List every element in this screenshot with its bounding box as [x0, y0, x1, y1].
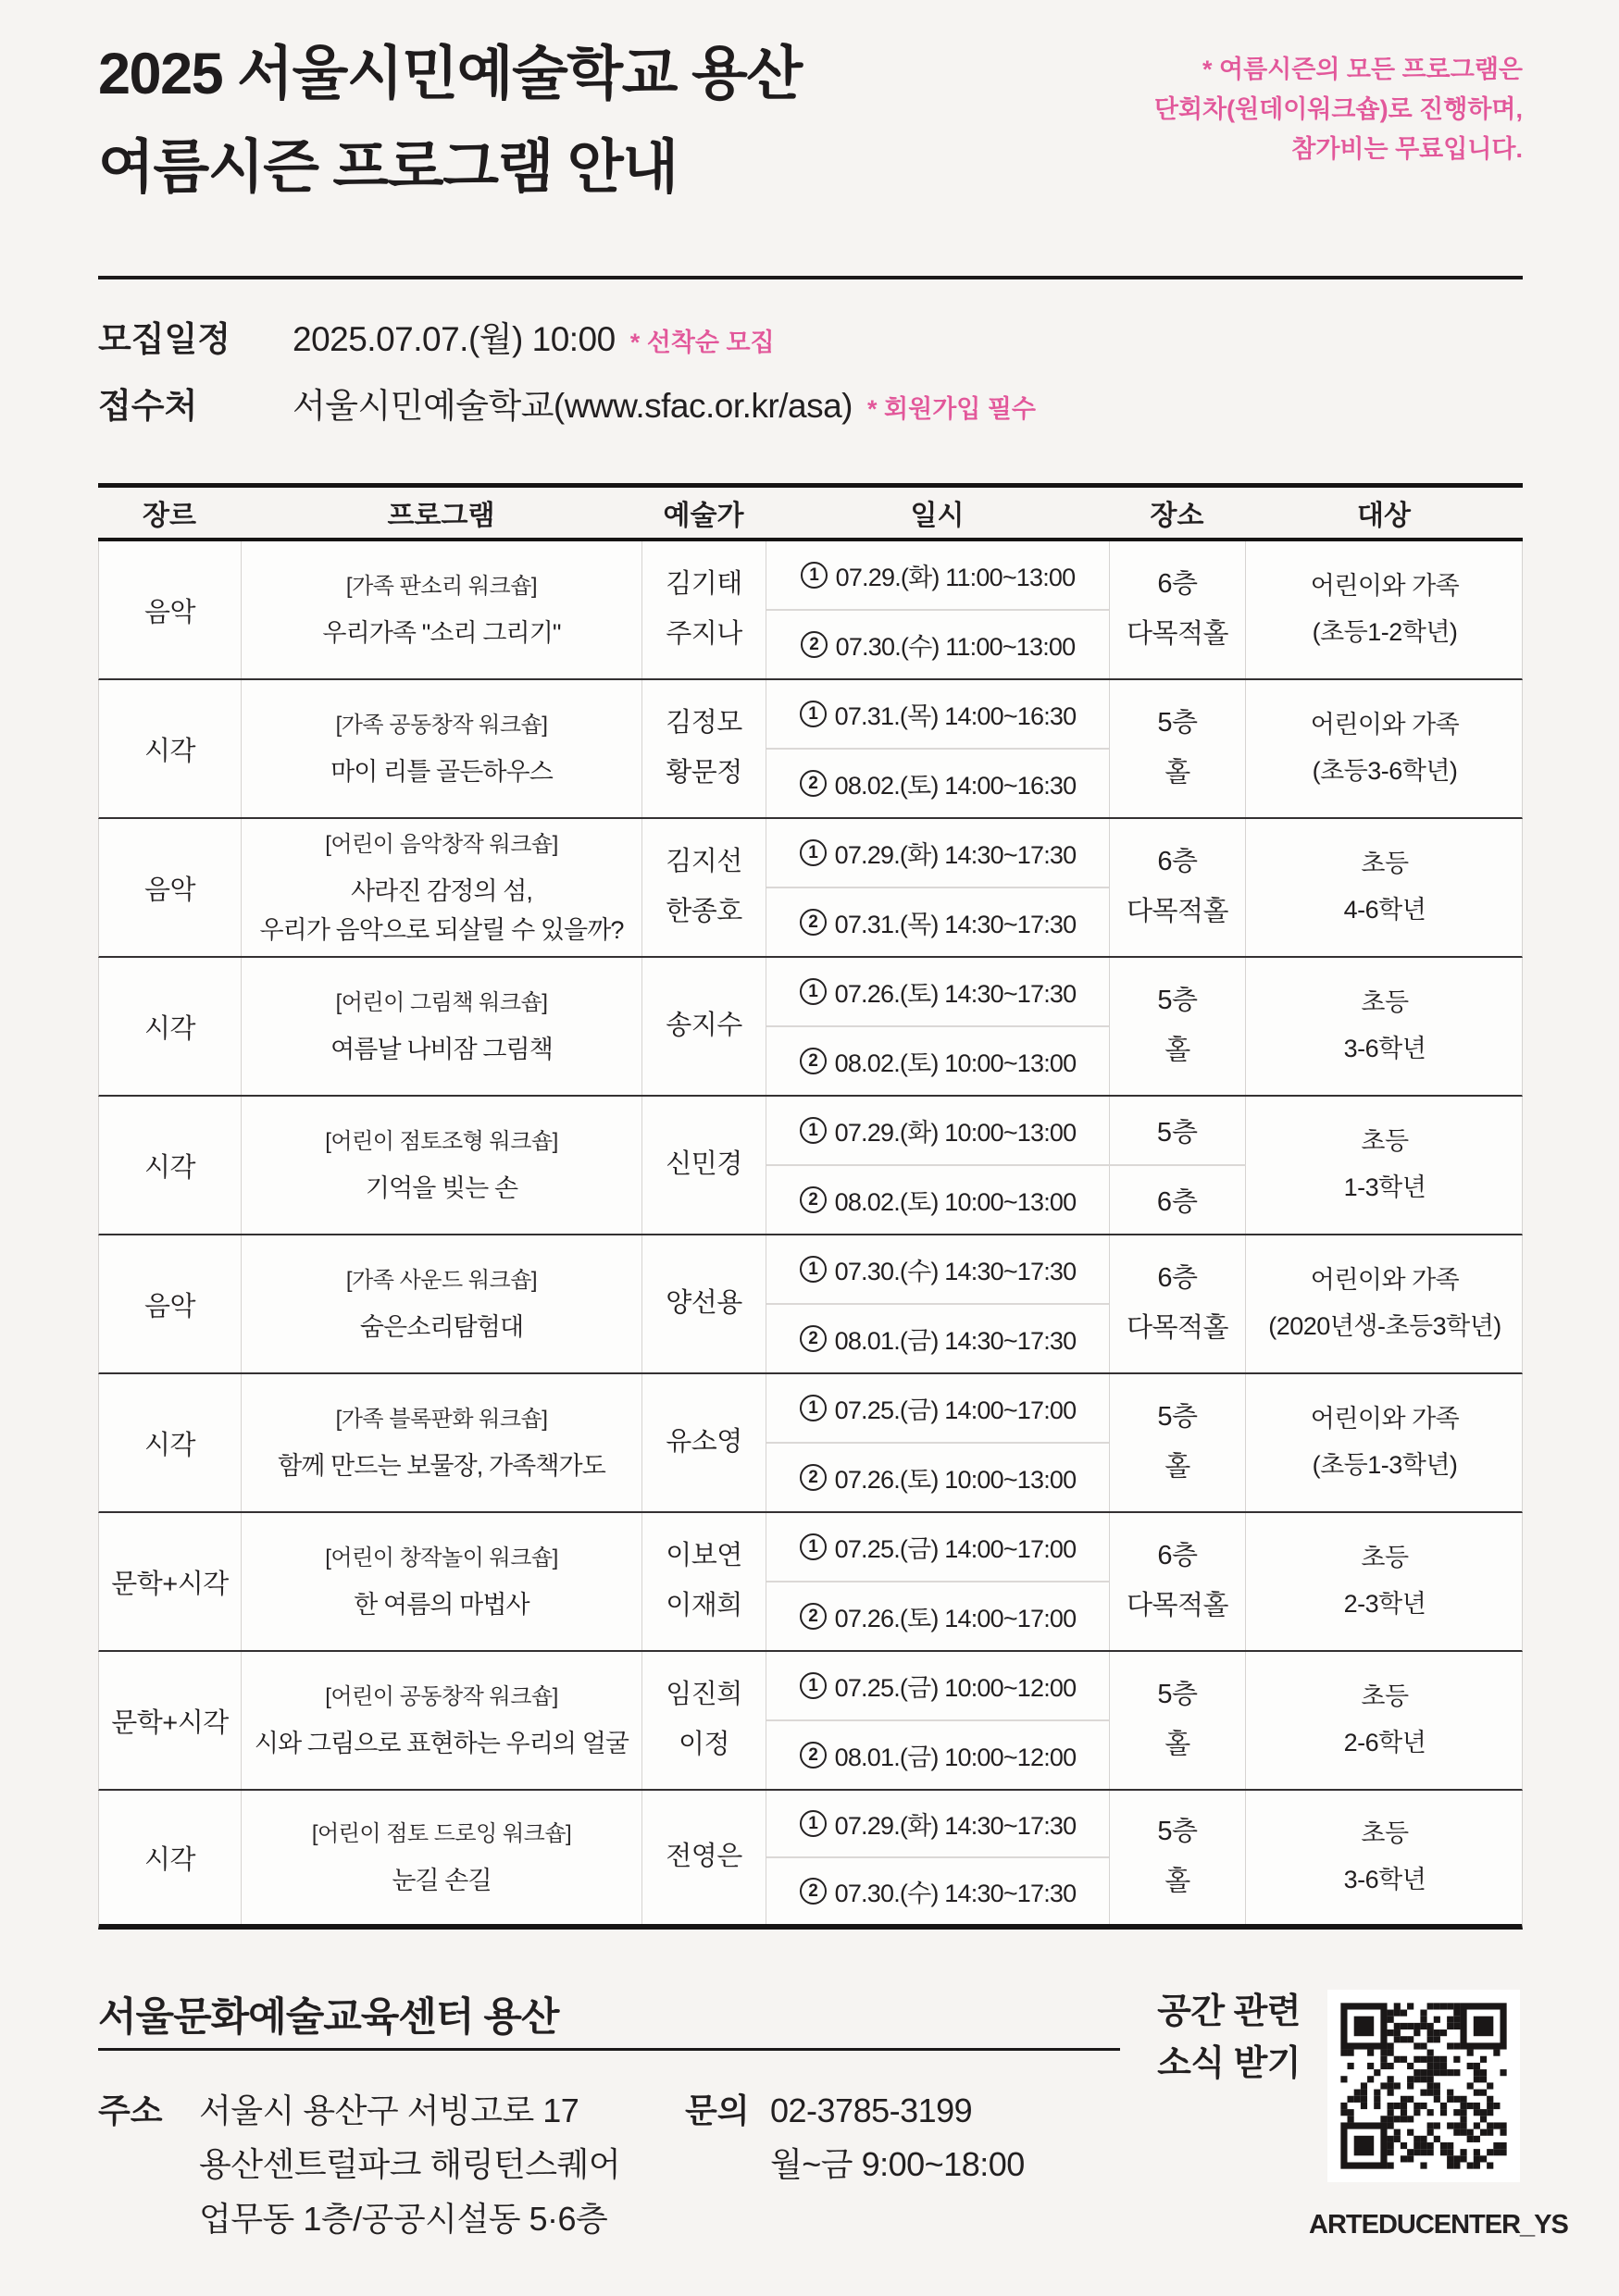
- program-cell: [242, 680, 642, 817]
- session-item: [766, 1513, 1109, 1582]
- program-cell: [242, 1652, 642, 1789]
- table-header-cell: 장르: [143, 501, 196, 531]
- target-cell: [1246, 541, 1524, 678]
- program-cell: [242, 1791, 642, 1924]
- target-cell: [1246, 1374, 1524, 1511]
- target-cell: [1246, 1513, 1524, 1650]
- text-line: 단회차(원데이워크숍)로 진행하며,: [1153, 95, 1523, 124]
- artist-cell: [642, 541, 766, 678]
- text-line: 소식 받기: [1157, 2044, 1301, 2084]
- registration-label: 접수처: [98, 387, 198, 425]
- session-item: [766, 888, 1109, 956]
- place-line: 5층: [1157, 1402, 1198, 1433]
- program-cell: [242, 1235, 642, 1372]
- target-line: 초등: [1361, 1682, 1409, 1711]
- table-row: [98, 819, 1523, 958]
- program-cell: [242, 819, 642, 956]
- contact-value: [770, 2084, 1025, 2192]
- place-cell: [1110, 819, 1246, 956]
- session-datetime: 07.30.(수) 14:30~17:30: [834, 1258, 1077, 1285]
- registration-note: * 회원가입 필수: [867, 395, 1037, 423]
- schedule-cell: [766, 1652, 1110, 1789]
- table-body: [98, 541, 1523, 1930]
- target-line: 1-3학년: [1343, 1173, 1426, 1201]
- place-cell: [1110, 1513, 1246, 1650]
- program-tag: [가족 공동창작 워크숍]: [335, 712, 548, 738]
- table-row: [98, 1097, 1523, 1235]
- genre-cell: 음악: [99, 541, 242, 678]
- text-line: * 여름시즌의 모든 프로그램은: [1202, 56, 1523, 83]
- place-line: 5층: [1157, 1680, 1198, 1710]
- artist-cell: [642, 1374, 766, 1511]
- text-line: 서울시 용산구 서빙고로 17: [199, 2091, 579, 2129]
- session-datetime: 07.25.(금) 14:00~17:00: [834, 1396, 1077, 1424]
- schedule-cell: [766, 1235, 1110, 1372]
- schedule-cell: [766, 1166, 1110, 1234]
- session-number-icon: 2: [800, 1186, 827, 1213]
- schedule-cell: [766, 1513, 1110, 1650]
- table-header-row: [98, 488, 1523, 541]
- session-number-icon: 1: [800, 1533, 827, 1560]
- contact-block: [685, 2084, 1025, 2192]
- artist-name: 이재희: [666, 1591, 742, 1620]
- genre-cell: 음악: [99, 819, 242, 956]
- program-cell: [242, 1097, 642, 1234]
- place-cell: [1110, 1374, 1246, 1511]
- session-item: [766, 1027, 1109, 1095]
- text-line: 월~금 9:00~18:00: [770, 2145, 1025, 2184]
- session-number-icon: 1: [800, 839, 827, 866]
- program-tag: [어린이 그림책 워크숍]: [335, 989, 548, 1015]
- session-item: [766, 1182, 1109, 1218]
- header: [98, 28, 1523, 215]
- session-item: [766, 1374, 1109, 1444]
- place-cell: [1110, 680, 1246, 817]
- target-line: 어린이와 가족: [1310, 1405, 1460, 1433]
- target-line: 3-6학년: [1343, 1035, 1426, 1062]
- recruit-schedule-note: * 선착순 모집: [629, 329, 775, 356]
- footer-divider: [98, 2048, 1120, 2051]
- place-cell: [1110, 1791, 1246, 1924]
- program-fee-note: [1154, 28, 1523, 215]
- place-line: 5층: [1157, 708, 1198, 738]
- session-number-icon: 1: [800, 1256, 827, 1283]
- place-line: 다목적홀: [1126, 619, 1229, 649]
- program-table: [98, 483, 1523, 1930]
- place-cell: [1110, 541, 1246, 678]
- target-line: 초등: [1361, 850, 1409, 878]
- session-number-icon: 2: [800, 1603, 827, 1630]
- schedule-cell: [766, 1097, 1110, 1164]
- registration-value: 서울시민예술학교(www.sfac.or.kr/asa): [293, 387, 853, 425]
- place-cell: [1110, 1235, 1246, 1372]
- session-datetime: 07.25.(금) 14:00~17:00: [834, 1535, 1077, 1563]
- page-title: [98, 28, 802, 215]
- qr-caption: ARTEDUCENTER_YS: [1309, 2210, 1568, 2240]
- session-number-icon: 2: [800, 770, 827, 797]
- news-subscribe-label: [1157, 1986, 1301, 2090]
- artist-cell: [642, 958, 766, 1095]
- table-row: [98, 541, 1523, 680]
- place-line: 다목적홀: [1126, 1313, 1229, 1343]
- place-line: 홀: [1164, 1867, 1190, 1896]
- target-line: 2-3학년: [1343, 1590, 1426, 1618]
- artist-name: 임진희: [666, 1680, 742, 1710]
- genre-cell: 시각: [99, 1791, 242, 1924]
- artist-name: 김지선: [666, 847, 742, 877]
- program-title-line: 여름날 나비잠 그림책: [330, 1035, 553, 1063]
- session-item: [766, 541, 1109, 611]
- session-item: [766, 1235, 1109, 1305]
- artist-name: 유소영: [666, 1427, 742, 1458]
- target-line: 어린이와 가족: [1310, 1266, 1460, 1295]
- session-datetime: 07.30.(수) 14:30~17:30: [834, 1880, 1077, 1907]
- text-line: 02-3785-3199: [770, 2091, 973, 2129]
- target-cell: [1246, 1791, 1524, 1924]
- program-title-line: 마이 리틀 골든하우스: [330, 757, 553, 786]
- genre-cell: 시각: [99, 1097, 242, 1234]
- place-cell: 6층: [1110, 1166, 1246, 1234]
- artist-name: 황문정: [666, 758, 742, 788]
- program-title-line: 한 여름의 마법사: [354, 1590, 529, 1619]
- target-line: 3-6학년: [1343, 1866, 1426, 1893]
- session-item: [766, 1721, 1109, 1789]
- session-datetime: 07.25.(금) 10:00~12:00: [834, 1674, 1077, 1702]
- artist-cell: [642, 1791, 766, 1924]
- session-datetime: 08.02.(토) 10:00~13:00: [834, 1049, 1077, 1077]
- session-datetime: 07.31.(목) 14:00~16:30: [834, 702, 1077, 730]
- table-header-cell: 프로그램: [387, 501, 495, 531]
- session-datetime: 07.26.(토) 14:30~17:30: [834, 980, 1077, 1008]
- session-number-icon: 1: [800, 701, 827, 727]
- table-row: [98, 1791, 1523, 1930]
- program-title-line: 시와 그림으로 표현하는 우리의 얼굴: [254, 1729, 629, 1757]
- target-cell: [1246, 1652, 1524, 1789]
- registration-row: [98, 378, 1036, 428]
- session-number-icon: 2: [800, 1878, 827, 1905]
- session-datetime: 08.02.(토) 10:00~13:00: [834, 1188, 1077, 1216]
- place-line: 5층: [1157, 1817, 1198, 1847]
- place-line: 6층: [1157, 847, 1198, 877]
- program-tag: [어린이 음악창작 워크숍]: [325, 831, 558, 857]
- program-title-line: 숨은소리탐험대: [359, 1312, 524, 1341]
- session-number-icon: 2: [800, 1325, 827, 1352]
- program-tag: [가족 판소리 워크숍]: [345, 573, 538, 599]
- text-line: 참가비는 무료입니다.: [1291, 135, 1523, 164]
- table-header-cell: 대상: [1357, 501, 1411, 531]
- table-header-cell: 장소: [1150, 501, 1204, 531]
- table-row: [98, 1374, 1523, 1513]
- target-cell: [1246, 680, 1524, 817]
- table-row: [98, 680, 1523, 819]
- session-item: [766, 680, 1109, 750]
- target-line: 2-6학년: [1343, 1729, 1426, 1756]
- session-datetime: 07.29.(화) 11:00~13:00: [835, 564, 1076, 591]
- session-number-icon: 2: [800, 1464, 827, 1491]
- target-line: 초등: [1361, 988, 1409, 1017]
- artist-name: 송지수: [666, 1011, 742, 1041]
- artist-name: 양선용: [666, 1288, 742, 1319]
- session-item: [766, 1791, 1109, 1858]
- session-item: [766, 611, 1109, 678]
- artist-name: 주지나: [666, 619, 742, 649]
- target-line: (초등3-6학년): [1312, 757, 1458, 785]
- session-number-icon: 1: [801, 562, 828, 589]
- session-item: [766, 1652, 1109, 1721]
- session-datetime: 08.01.(금) 14:30~17:30: [834, 1327, 1077, 1355]
- program-cell: [242, 958, 642, 1095]
- target-line: 초등: [1361, 1127, 1409, 1156]
- place-cell: 5층: [1110, 1097, 1246, 1164]
- artist-name: 한종호: [666, 897, 742, 926]
- artist-cell: [642, 1235, 766, 1372]
- place-cell: [1110, 1652, 1246, 1789]
- session-datetime: 07.30.(수) 11:00~13:00: [835, 633, 1076, 661]
- session-datetime: 07.31.(목) 14:30~17:30: [834, 911, 1077, 938]
- address-label: 주소: [98, 2091, 163, 2129]
- session-datetime: 07.29.(화) 14:30~17:30: [834, 1812, 1077, 1840]
- program-title-line: 사라진 감정의 섬,: [350, 876, 533, 905]
- session-item: [766, 1444, 1109, 1511]
- session-subrow: [766, 1097, 1246, 1166]
- text-line: 용산센트럴파크 해링턴스퀘어: [199, 2145, 621, 2184]
- program-title-line: 기억을 빚는 손: [365, 1173, 518, 1202]
- place-line: 홀: [1164, 1036, 1190, 1065]
- qr-code: [1327, 1990, 1520, 2182]
- genre-cell: 문학+시각: [99, 1652, 242, 1789]
- session-number-icon: 1: [800, 978, 827, 1005]
- program-title-line: 우리가족 "소리 그리기": [322, 618, 561, 647]
- artist-name: 김정모: [666, 708, 742, 738]
- artist-name: 이정: [678, 1730, 730, 1759]
- session-item: [766, 1582, 1109, 1650]
- target-line: 초등: [1361, 1819, 1409, 1848]
- session-number-icon: 2: [801, 631, 828, 658]
- schedule-cell: [766, 541, 1110, 678]
- session-number-icon: 2: [800, 1048, 827, 1074]
- place-cell: [1110, 958, 1246, 1095]
- target-line: 어린이와 가족: [1310, 711, 1460, 739]
- session-datetime: 07.29.(화) 10:00~13:00: [834, 1119, 1077, 1147]
- place-line: 6층: [1157, 1263, 1198, 1294]
- target-line: (초등1-2학년): [1312, 618, 1458, 646]
- program-tag: [가족 사운드 워크숍]: [345, 1267, 538, 1293]
- program-title-line: 눈길 손길: [392, 1866, 492, 1894]
- text-line: 공간 관련: [1157, 1992, 1301, 2031]
- table-row: [98, 1513, 1523, 1652]
- session-number-icon: 2: [800, 1742, 827, 1769]
- session-item: [766, 819, 1109, 888]
- target-cell: [1246, 1097, 1524, 1234]
- target-cell: [1246, 958, 1524, 1095]
- program-tag: [어린이 공동창작 워크숍]: [325, 1683, 558, 1709]
- session-datetime: 07.26.(토) 14:00~17:00: [834, 1605, 1077, 1632]
- recruit-schedule-value: 2025.07.07.(월) 10:00: [293, 320, 616, 358]
- text-line: 업무동 1층/공공시설동 5·6층: [199, 2199, 608, 2238]
- table-row: [98, 1652, 1523, 1791]
- target-cell: [1246, 1235, 1524, 1372]
- session-item: [766, 1305, 1109, 1372]
- session-number-icon: 1: [800, 1810, 827, 1837]
- target-line: (초등1-3학년): [1312, 1451, 1458, 1479]
- artist-name: 전영은: [666, 1842, 742, 1872]
- session-number-icon: 2: [800, 909, 827, 936]
- info-section: [98, 311, 1036, 444]
- table-row: [98, 1235, 1523, 1374]
- artist-cell: [642, 1513, 766, 1650]
- session-number-icon: 1: [800, 1672, 827, 1699]
- program-tag: [어린이 창작놀이 워크숍]: [325, 1545, 558, 1570]
- schedule-cell: [766, 680, 1110, 817]
- artist-name: 김기태: [666, 569, 742, 600]
- genre-cell: 문학+시각: [99, 1513, 242, 1650]
- place-line: 6층: [1157, 569, 1198, 600]
- program-tag: [어린이 점토 드로잉 워크숍]: [311, 1820, 572, 1846]
- recruit-schedule-label: 모집일정: [98, 320, 230, 358]
- program-tag: [가족 블록판화 워크숍]: [335, 1406, 548, 1432]
- artist-cell: [642, 1097, 766, 1234]
- schedule-cell: [766, 1374, 1110, 1511]
- address-value: [199, 2084, 620, 2246]
- target-line: 4-6학년: [1343, 896, 1426, 924]
- program-cell: [242, 1513, 642, 1650]
- schedule-cell: [766, 819, 1110, 956]
- session-item: [766, 750, 1109, 817]
- page-title-line2: 여름시즌 프로그램 안내: [98, 134, 678, 200]
- session-number-icon: 1: [800, 1395, 827, 1421]
- session-datetime: 07.26.(토) 10:00~13:00: [834, 1466, 1077, 1494]
- target-line: 초등: [1361, 1544, 1409, 1572]
- program-title-line: 우리가 음악으로 되살릴 수 있을까?: [259, 915, 624, 944]
- recruit-schedule-row: [98, 311, 1036, 361]
- session-item: [766, 1112, 1109, 1148]
- session-number-icon: 1: [800, 1117, 827, 1144]
- table-header-cell: 예술가: [663, 501, 744, 531]
- artist-cell: [642, 1652, 766, 1789]
- target-line: (2020년생-초등3학년): [1268, 1312, 1501, 1340]
- place-line: 6층: [1157, 1541, 1198, 1571]
- artist-name: 신민경: [666, 1149, 742, 1180]
- place-line: 홀: [1164, 1452, 1190, 1482]
- title-divider: [98, 276, 1523, 279]
- session-datetime: 08.01.(금) 10:00~12:00: [834, 1744, 1077, 1771]
- address-block: [98, 2084, 620, 2246]
- place-line: 5층: [1157, 986, 1198, 1016]
- session-datetime: 07.29.(화) 14:30~17:30: [834, 841, 1077, 869]
- place-line: 다목적홀: [1126, 897, 1229, 926]
- program-cell: [242, 1374, 642, 1511]
- artist-name: 이보연: [666, 1541, 742, 1571]
- artist-cell: [642, 819, 766, 956]
- place-line: 홀: [1164, 1730, 1190, 1759]
- program-title-line: 함께 만드는 보물장, 가족책가도: [278, 1451, 605, 1480]
- page-title-line1: 2025 서울시민예술학교 용산: [98, 42, 802, 106]
- session-datetime: 08.02.(토) 14:00~16:30: [834, 772, 1077, 800]
- artist-cell: [642, 680, 766, 817]
- place-line: 다목적홀: [1126, 1591, 1229, 1620]
- target-cell: [1246, 819, 1524, 956]
- genre-cell: 음악: [99, 1235, 242, 1372]
- session-item: [766, 1858, 1109, 1924]
- center-name: 서울문화예술교육센터 용산: [98, 1995, 559, 2040]
- contact-label: 문의: [685, 2091, 750, 2129]
- program-cell: [242, 541, 642, 678]
- genre-cell: 시각: [99, 680, 242, 817]
- session-item: [766, 958, 1109, 1027]
- genre-cell: 시각: [99, 958, 242, 1095]
- table-header-cell: 일시: [910, 501, 965, 531]
- schedule-cell: [766, 958, 1110, 1095]
- program-tag: [어린이 점토조형 워크숍]: [325, 1128, 558, 1154]
- schedule-cell: [766, 1791, 1110, 1924]
- session-subrow: [766, 1166, 1246, 1234]
- genre-cell: 시각: [99, 1374, 242, 1511]
- table-row: [98, 958, 1523, 1097]
- schedule-place-cell: [766, 1097, 1246, 1234]
- place-line: 홀: [1164, 758, 1190, 788]
- target-line: 어린이와 가족: [1310, 572, 1460, 601]
